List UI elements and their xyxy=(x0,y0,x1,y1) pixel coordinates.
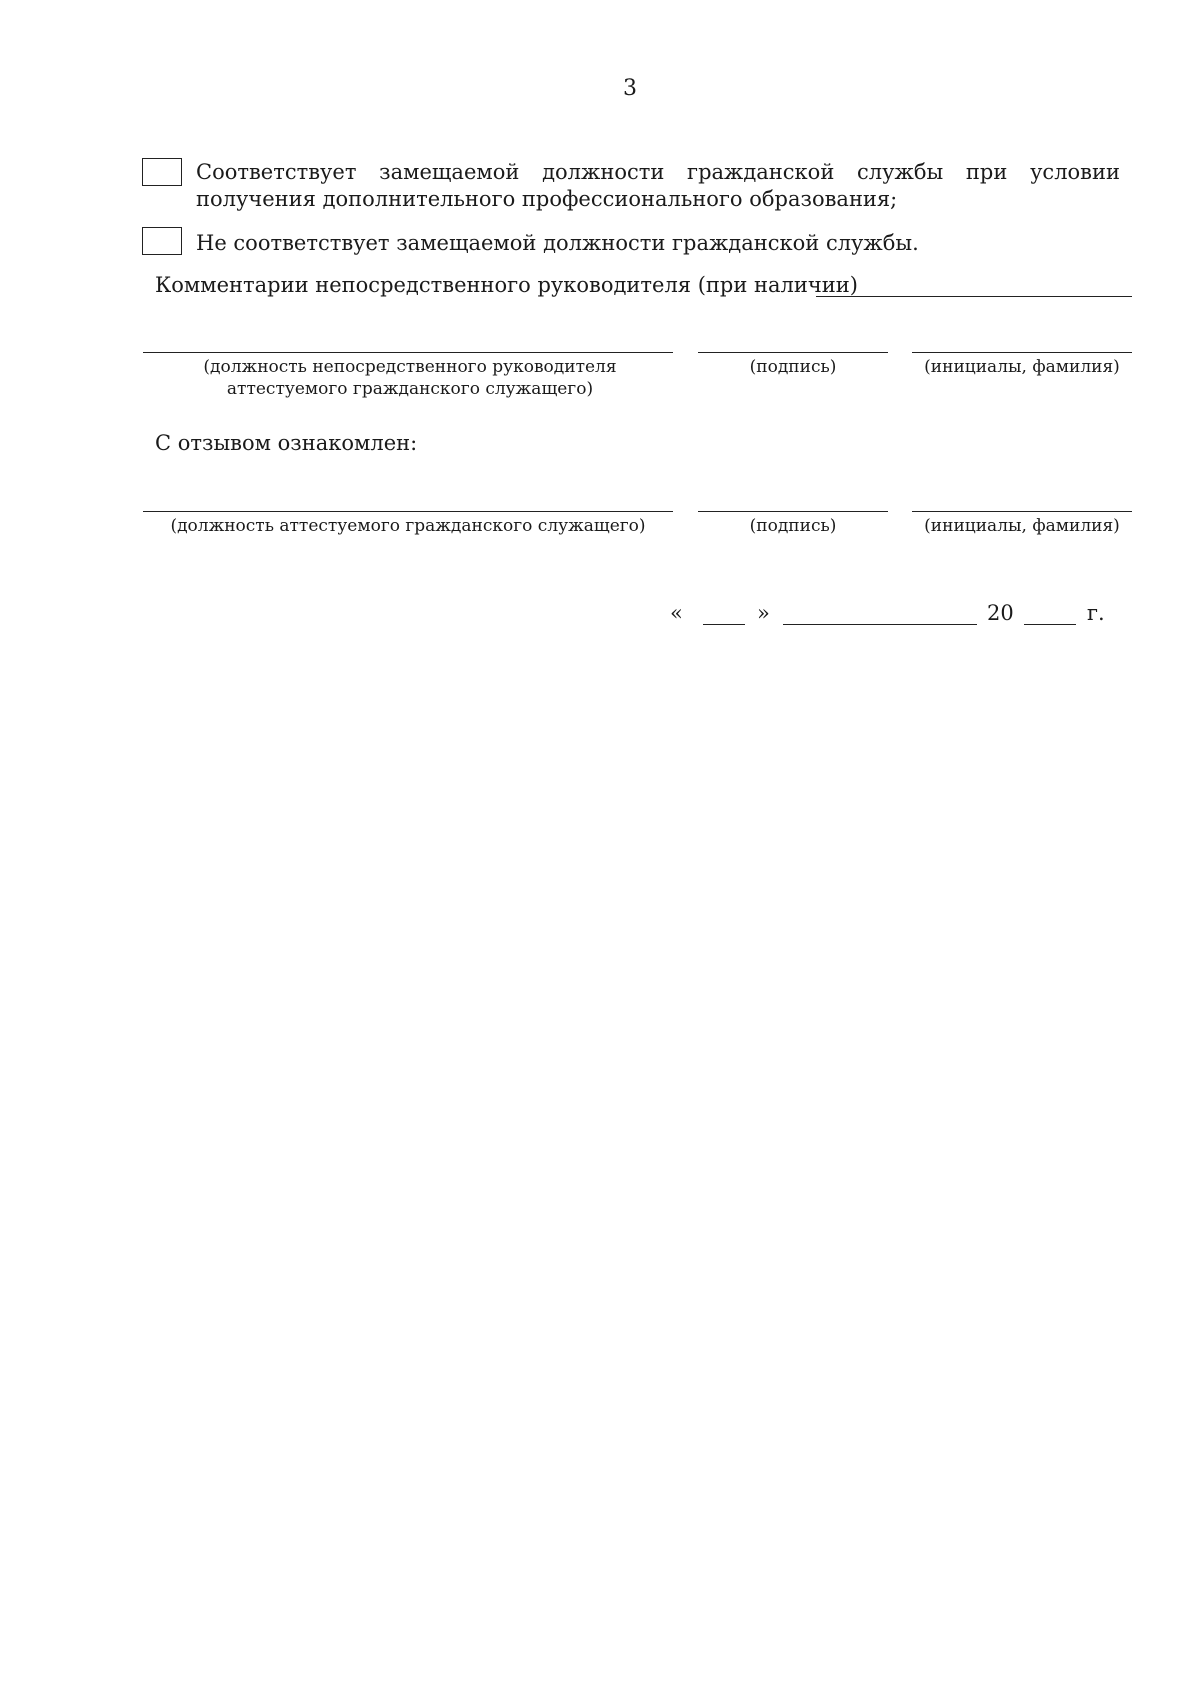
manager-signature-line[interactable] xyxy=(698,352,888,353)
comments-field[interactable] xyxy=(816,296,1132,297)
manager-name-line[interactable] xyxy=(912,352,1132,353)
comments-label: Комментарии непосредственного руководителя (при наличии) xyxy=(155,273,858,297)
employee-name-line[interactable] xyxy=(912,511,1132,512)
date-open-quote: « xyxy=(670,601,683,625)
employee-signature-line[interactable] xyxy=(698,511,888,512)
manager-name-caption: (инициалы, фамилия) xyxy=(924,357,1120,377)
option-2-label: Не соответствует замещаемой должности гражданской службы. xyxy=(196,231,919,255)
date-month-field[interactable] xyxy=(783,624,977,625)
date-year-suffix: г. xyxy=(1087,601,1105,625)
employee-signature-caption: (подпись) xyxy=(749,516,837,536)
page-number: 3 xyxy=(623,76,637,101)
option-1-label: Соответствует замещаемой должности гражданской службы при условии получения дополнительного профессионального образования; xyxy=(196,160,1120,211)
acknowledged-label: С отзывом ознакомлен: xyxy=(155,431,418,455)
date-close-quote: » xyxy=(757,601,770,625)
option-1-checkbox[interactable] xyxy=(142,158,182,186)
date-century: 20 xyxy=(987,601,1014,625)
option-2-checkbox[interactable] xyxy=(142,227,182,255)
manager-signature-caption: (подпись) xyxy=(749,357,837,377)
date-year-field[interactable] xyxy=(1024,624,1076,625)
employee-position-caption: (должность аттестуемого гражданского служащего) xyxy=(170,516,646,536)
manager-position-caption: (должность непосредственного руководителя аттестуемого гражданского служащего) xyxy=(203,357,617,399)
manager-position-line[interactable] xyxy=(143,352,673,353)
employee-position-line[interactable] xyxy=(143,511,673,512)
employee-name-caption: (инициалы, фамилия) xyxy=(924,516,1120,536)
date-day-field[interactable] xyxy=(703,624,745,625)
